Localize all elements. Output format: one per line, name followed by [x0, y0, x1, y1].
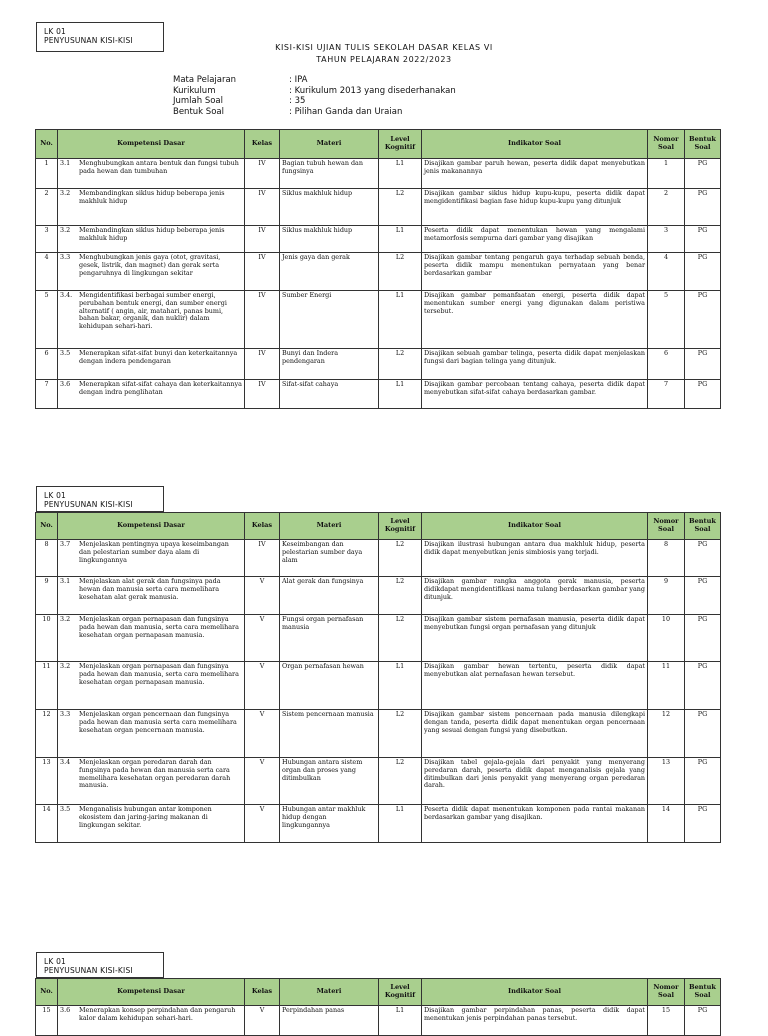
lk-title: PENYUSUNAN KISI-KISI: [44, 500, 133, 509]
meta-value: : IPA: [289, 75, 308, 85]
lk-code: LK 01: [44, 491, 67, 500]
kd-number: 3.4: [60, 758, 71, 766]
kd-text: Menjelaskan organ peredaran darah dan fungsinya pada hewan dan manusia serta cara memelihara kesehatan organ peredaran darah manusia.: [79, 758, 231, 790]
cell-kompetensi-dasar: [58, 758, 245, 805]
table-row: [36, 349, 721, 380]
cell-materi: Hubungan antara sistem organ dan proses yang ditimbulkan: [280, 758, 379, 805]
kd-text: Membandingkan siklus hidup beberapa jenis makhluk hidup: [79, 226, 225, 242]
cell-indikator: Peserta didik dapat menentukan hewan yang mengalami metamorfosis sempurna dari gambar yang disajikan: [422, 226, 648, 253]
cell-level: L1: [379, 662, 422, 710]
cell-level: L2: [379, 253, 422, 291]
cell-no: 6: [36, 349, 58, 380]
cell-no: 5: [36, 291, 58, 349]
table-row: [36, 577, 721, 615]
meta-label: Kurikulum: [173, 85, 216, 96]
header-materi: Materi: [280, 513, 379, 540]
kd-text: Menjelaskan organ pernapasan dan fungsinya pada hewan dan manusia, serta cara memelihara kesehatan organ pernapasan manusia.: [79, 615, 239, 639]
cell-bentuk: PG: [685, 1006, 721, 1036]
kd-text: Menjelaskan organ pencernaan dan fungsinya pada hewan dan manusia serta cara memelihara kesehatan organ pencernaan manusia.: [79, 710, 237, 734]
cell-kompetensi-dasar: [58, 710, 245, 758]
header-kompetensi-dasar: Kompetensi Dasar: [58, 513, 245, 540]
header-indikator-soal: Indikator Soal: [422, 979, 648, 1006]
table-row: [36, 291, 721, 349]
meta-label: Mata Pelajaran: [173, 75, 237, 85]
header-level-kognitif: Level Kognitif: [379, 130, 422, 159]
meta-block: [173, 75, 456, 117]
cell-indikator: Disajikan gambar perpindahan panas, peserta didik dapat menentukan jenis perpindahan panas tersebut.: [422, 1006, 648, 1036]
cell-no: 13: [36, 758, 58, 805]
header-bentuk-soal: Bentuk Soal: [685, 513, 721, 540]
cell-level: L1: [379, 159, 422, 189]
cell-bentuk: PG: [685, 159, 721, 189]
cell-indikator: Disajikan gambar paruh hewan, peserta didik dapat menyebutkan jenis makanannya: [422, 159, 648, 189]
cell-kelas: V: [245, 1006, 280, 1036]
meta-row: [173, 96, 456, 107]
cell-nomor: 9: [648, 577, 685, 615]
kd-text: Menerapkan konsep perpindahan dan pengaruh kalor dalam kehidupan sehari-hari.: [79, 1006, 236, 1022]
table-header-row: [36, 979, 721, 1006]
kd-text: Menjelaskan organ pernapasan dan fungsinya pada hewan dan manusia, serta cara memelihara kesehatan organ pernapasan manusia.: [79, 662, 239, 686]
kisi-table-3: [35, 978, 721, 1036]
document-subtitle: TAHUN PELAJARAN 2022/2023: [316, 55, 452, 64]
cell-no: 9: [36, 577, 58, 615]
table-row: [36, 189, 721, 226]
cell-kelas: IV: [245, 189, 280, 226]
cell-indikator: Peserta didik dapat menentukan komponen pada rantai makanan berdasarkan gambar yang disajikan.: [422, 805, 648, 843]
cell-nomor: 15: [648, 1006, 685, 1036]
cell-materi: Fungsi organ pernafasan manusia: [280, 615, 379, 662]
cell-indikator: Disajikan sebuah gambar telinga, peserta didik dapat menjelaskan fungsi dari bagian telinga yang ditunjuk.: [422, 349, 648, 380]
table-row: [36, 710, 721, 758]
cell-nomor: 3: [648, 226, 685, 253]
cell-level: L2: [379, 615, 422, 662]
kd-number: 3.5: [60, 349, 71, 357]
cell-no: 1: [36, 159, 58, 189]
kd-text: Menjelaskan alat gerak dan fungsinya pada hewan dan manusia serta cara memelihara kesehatan alat gerak manusia.: [79, 577, 221, 601]
kd-number: 3.2: [60, 615, 71, 623]
cell-bentuk: PG: [685, 758, 721, 805]
cell-kompetensi-dasar: [58, 253, 245, 291]
cell-no: 15: [36, 1006, 58, 1036]
table-row: [36, 380, 721, 409]
header-kompetensi-dasar: Kompetensi Dasar: [58, 130, 245, 159]
header-kelas: Kelas: [245, 513, 280, 540]
kd-number: 3.5: [60, 805, 71, 813]
kd-number: 3.2: [60, 189, 71, 197]
header-nomor-soal: Nomor Soal: [648, 130, 685, 159]
cell-bentuk: PG: [685, 253, 721, 291]
header-materi: Materi: [280, 979, 379, 1006]
cell-kompetensi-dasar: [58, 159, 245, 189]
table-row: [36, 540, 721, 577]
cell-materi: Alat gerak dan fungsinya: [280, 577, 379, 615]
cell-kompetensi-dasar: [58, 577, 245, 615]
cell-materi: Siklus makhluk hidup: [280, 189, 379, 226]
header-bentuk-soal: Bentuk Soal: [685, 130, 721, 159]
kd-text: Menganalisis hubungan antar komponen ekosistem dan jaring-jaring makanan di lingkungan sekitar.: [79, 805, 212, 829]
header-kompetensi-dasar: Kompetensi Dasar: [58, 979, 245, 1006]
header-indikator-soal: Indikator Soal: [422, 513, 648, 540]
cell-kompetensi-dasar: [58, 615, 245, 662]
lk-title: PENYUSUNAN KISI-KISI: [44, 966, 133, 975]
kd-number: 3.3: [60, 253, 71, 261]
cell-nomor: 7: [648, 380, 685, 409]
kd-text: Menerapkan sifat-sifat bunyi dan keterkaitannya dengan indera pendengaran: [79, 349, 238, 365]
cell-level: L1: [379, 226, 422, 253]
cell-level: L2: [379, 577, 422, 615]
cell-no: 4: [36, 253, 58, 291]
cell-indikator: Disajikan gambar tentang pengaruh gaya terhadap sebuah benda, peserta didik mampu menentukan pernyataan yang benar berdasarkan gambar: [422, 253, 648, 291]
meta-label: Bentuk Soal: [173, 106, 224, 117]
kd-text: Mengidentifikasi berbagai sumber energi, perubahan bentuk energi, dan sumber energi alternatif ( angin, air, matahari, panas bumi, bahan bakar, organik, dan nuklir) dalam kehidupan sehari-hari.: [79, 291, 227, 331]
cell-nomor: 4: [648, 253, 685, 291]
table-row: [36, 662, 721, 710]
cell-kelas: IV: [245, 226, 280, 253]
document-title: KISI-KISI UJIAN TULIS SEKOLAH DASAR KELAS VI: [275, 43, 493, 52]
cell-no: 8: [36, 540, 58, 577]
cell-kompetensi-dasar: [58, 1006, 245, 1036]
meta-value: : Kurikulum 2013 yang disederhanakan: [289, 85, 456, 96]
kisi-table-2: [35, 512, 721, 843]
cell-nomor: 1: [648, 159, 685, 189]
cell-indikator: Disajikan gambar sistem pernafasan manusia, peserta didik dapat menyebutkan fungsi organ pernafasan yang ditunjuk: [422, 615, 648, 662]
table-row: [36, 758, 721, 805]
meta-label: Jumlah Soal: [173, 96, 223, 106]
header-materi: Materi: [280, 130, 379, 159]
cell-indikator: Disajikan gambar hewan tertentu, peserta didik dapat menyebutkan alat pernafasan hewan tersebut.: [422, 662, 648, 710]
cell-indikator: Disajikan gambar siklus hidup kupu-kupu, peserta didik dapat mengidentifikasi bagian fase hidup kupu-kupu yang ditunjuk: [422, 189, 648, 226]
kd-text: Menghubungkan antara bentuk dan fungsi tubuh pada hewan dan tumbuhan: [79, 159, 239, 175]
cell-bentuk: PG: [685, 662, 721, 710]
cell-level: L2: [379, 758, 422, 805]
lk-title: PENYUSUNAN KISI-KISI: [44, 36, 133, 45]
kd-text: Membandingkan siklus hidup beberapa jenis makhluk hidup: [79, 189, 225, 205]
cell-bentuk: PG: [685, 540, 721, 577]
kd-text: Menjelaskan pentingnya upaya keseimbangan dan pelestarian sumber daya alam di lingkungannya: [79, 540, 229, 564]
cell-materi: Jenis gaya dan gerak: [280, 253, 379, 291]
kd-number: 3.3: [60, 710, 71, 718]
cell-indikator: Disajikan gambar sistem pencernaan pada manusia dilengkapi dengan tanda, peserta didik dapat menentukan organ pencernaan yang sesuai dengan fungsi yang disebutkan.: [422, 710, 648, 758]
cell-kelas: IV: [245, 291, 280, 349]
cell-bentuk: PG: [685, 805, 721, 843]
cell-kelas: V: [245, 710, 280, 758]
kd-number: 3.6: [60, 380, 71, 388]
cell-level: L1: [379, 380, 422, 409]
cell-bentuk: PG: [685, 615, 721, 662]
meta-value: : Pilihan Ganda dan Uraian: [289, 106, 403, 117]
cell-bentuk: PG: [685, 710, 721, 758]
lk-box: [36, 486, 164, 512]
kd-number: 3.7: [60, 540, 71, 548]
table-row: [36, 805, 721, 843]
cell-materi: Organ pernafasan hewan: [280, 662, 379, 710]
header-no: No.: [36, 979, 58, 1006]
cell-nomor: 5: [648, 291, 685, 349]
cell-bentuk: PG: [685, 349, 721, 380]
cell-kelas: IV: [245, 253, 280, 291]
cell-kelas: IV: [245, 349, 280, 380]
cell-materi: Bagian tubuh hewan dan fungsinya: [280, 159, 379, 189]
cell-nomor: 10: [648, 615, 685, 662]
kd-number: 3.1: [60, 159, 71, 167]
kd-number: 3.4.: [60, 291, 73, 299]
header-level-kognitif: Level Kognitif: [379, 513, 422, 540]
cell-nomor: 12: [648, 710, 685, 758]
kd-number: 3.2: [60, 662, 71, 670]
meta-value: : 35: [289, 96, 306, 106]
cell-bentuk: PG: [685, 291, 721, 349]
cell-materi: Siklus makhluk hidup: [280, 226, 379, 253]
cell-materi: Sifat-sifat cahaya: [280, 380, 379, 409]
cell-indikator: Disajikan gambar rangka anggota gerak manusia, peserta didikdapat mengidentifikasi nama tulang berdasarkan gambar yang ditunjuk.: [422, 577, 648, 615]
cell-kelas: V: [245, 577, 280, 615]
cell-kompetensi-dasar: [58, 226, 245, 253]
meta-row: [173, 75, 456, 86]
cell-no: 3: [36, 226, 58, 253]
header-nomor-soal: Nomor Soal: [648, 979, 685, 1006]
cell-kompetensi-dasar: [58, 805, 245, 843]
cell-level: L2: [379, 540, 422, 577]
header-indikator-soal: Indikator Soal: [422, 130, 648, 159]
cell-kompetensi-dasar: [58, 291, 245, 349]
cell-kelas: IV: [245, 380, 280, 409]
lk-code: LK 01: [44, 957, 67, 966]
header-level-kognitif: Level Kognitif: [379, 979, 422, 1006]
header-no: No.: [36, 513, 58, 540]
table-row: [36, 253, 721, 291]
cell-nomor: 8: [648, 540, 685, 577]
cell-materi: Sumber Energi: [280, 291, 379, 349]
cell-no: 11: [36, 662, 58, 710]
cell-kelas: V: [245, 758, 280, 805]
cell-nomor: 6: [648, 349, 685, 380]
kd-text: Menerapkan sifat-sifat cahaya dan keterkaitannya dengan indra penglihatan: [79, 380, 242, 396]
cell-kompetensi-dasar: [58, 189, 245, 226]
cell-bentuk: PG: [685, 380, 721, 409]
cell-level: L2: [379, 189, 422, 226]
cell-no: 7: [36, 380, 58, 409]
cell-materi: Bunyi dan Indera pendengaran: [280, 349, 379, 380]
table-header-row: [36, 513, 721, 540]
cell-kelas: V: [245, 662, 280, 710]
cell-kelas: V: [245, 615, 280, 662]
kisi-table-1: [35, 129, 721, 409]
cell-level: L2: [379, 349, 422, 380]
header-nomor-soal: Nomor Soal: [648, 513, 685, 540]
cell-level: L1: [379, 1006, 422, 1036]
table-row: [36, 1006, 721, 1036]
cell-bentuk: PG: [685, 226, 721, 253]
cell-indikator: Disajikan gambar pemanfaatan energi, peserta didik dapat menentukan sumber energi yang digunakan dalam peristiwa tersebut.: [422, 291, 648, 349]
table-row: [36, 159, 721, 189]
cell-kelas: V: [245, 805, 280, 843]
lk-code: LK 01: [44, 27, 67, 36]
kd-number: 3.6: [60, 1006, 71, 1014]
table-row: [36, 615, 721, 662]
cell-indikator: Disajikan gambar percobaan tentang cahaya, peserta didik dapat menyebutkan sifat-sifat cahaya berdasarkan gambar.: [422, 380, 648, 409]
lk-box: [36, 952, 164, 978]
cell-materi: Sistem pencernaan manusia: [280, 710, 379, 758]
cell-kelas: IV: [245, 540, 280, 577]
kd-number: 3.1: [60, 577, 71, 585]
cell-level: L2: [379, 710, 422, 758]
header-kelas: Kelas: [245, 130, 280, 159]
cell-nomor: 13: [648, 758, 685, 805]
cell-nomor: 11: [648, 662, 685, 710]
table-row: [36, 226, 721, 253]
cell-no: 10: [36, 615, 58, 662]
meta-row: [173, 86, 456, 97]
header-no: No.: [36, 130, 58, 159]
cell-kompetensi-dasar: [58, 662, 245, 710]
header-kelas: Kelas: [245, 979, 280, 1006]
cell-nomor: 14: [648, 805, 685, 843]
cell-kompetensi-dasar: [58, 540, 245, 577]
table-header-row: [36, 130, 721, 159]
cell-no: 12: [36, 710, 58, 758]
cell-level: L1: [379, 805, 422, 843]
meta-row: [173, 107, 456, 118]
cell-materi: Perpindahan panas: [280, 1006, 379, 1036]
cell-materi: Hubungan antar makhluk hidup dengan lingkungannya: [280, 805, 379, 843]
cell-no: 14: [36, 805, 58, 843]
cell-kelas: IV: [245, 159, 280, 189]
cell-indikator: Disajikan tabel gejala-gejala dari penyakit yang menyerang peredaran darah, peserta didik dapat menganalisis gejala yang ditimbulkan dari jenis penyakit yang menyerang organ peredaran darah.: [422, 758, 648, 805]
cell-no: 2: [36, 189, 58, 226]
header-bentuk-soal: Bentuk Soal: [685, 979, 721, 1006]
cell-nomor: 2: [648, 189, 685, 226]
cell-indikator: Disajikan ilustrasi hubungan antara dua makhluk hidup, peserta didik dapat menyebutkan jenis simbiosis yang terjadi.: [422, 540, 648, 577]
cell-level: L1: [379, 291, 422, 349]
cell-kompetensi-dasar: [58, 380, 245, 409]
cell-materi: Keseimbangan dan pelestarian sumber daya alam: [280, 540, 379, 577]
cell-kompetensi-dasar: [58, 349, 245, 380]
kd-text: Menghubungkan jenis gaya (otot, gravitasi, gesek, listrik, dan magnet) dan gerak serta pengaruhnya di lingkungan sekitar: [79, 253, 221, 277]
cell-bentuk: PG: [685, 577, 721, 615]
cell-bentuk: PG: [685, 189, 721, 226]
kd-number: 3.2: [60, 226, 71, 234]
